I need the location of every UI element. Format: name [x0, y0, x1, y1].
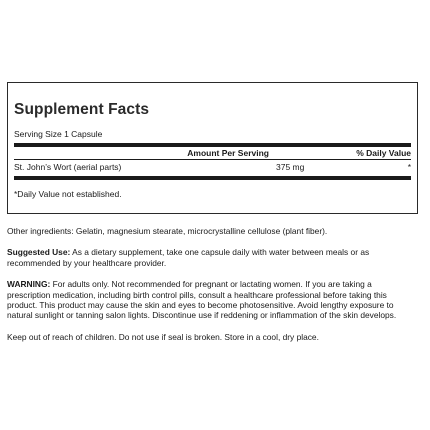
facts-title: Supplement Facts: [14, 101, 150, 118]
serving-size: Serving Size 1 Capsule: [14, 129, 103, 139]
daily-value-footnote: *Daily Value not established.: [14, 189, 122, 199]
other-ingredients: Other ingredients: Gelatin, magnesium stearate, microcrystalline cellulose (plant fiber).: [7, 226, 328, 236]
amount-per-serving-header: Amount Per Serving: [187, 148, 269, 158]
suggested-use-label: Suggested Use:: [7, 247, 71, 258]
supplement-facts-panel: [7, 82, 418, 214]
suggested-use: [7, 247, 417, 268]
ingredient-row: [14, 160, 411, 176]
suggested-use-text: As a dietary supplement, take one capsule daily with water between meals or as recommended by your healthcare provider.: [7, 247, 370, 268]
thick-divider-bottom: [14, 176, 411, 180]
storage-instructions: Keep out of reach of children. Do not use if seal is broken. Store in a cool, dry place.: [7, 331, 319, 342]
warning: [7, 279, 417, 321]
ingredient-name: St. John’s Wort (aerial parts): [14, 162, 122, 172]
ingredient-amount: 375 mg: [276, 162, 305, 172]
ingredient-daily-value: *: [407, 162, 411, 172]
facts-header-row: [14, 147, 411, 160]
daily-value-header: % Daily Value: [356, 148, 411, 158]
warning-text: For adults only. Not recommended for pregnant or lactating women. If you are taking a prescription medication, including birth control pills, consult a healthcare professional before taking this product. This product may cause the skin and eyes to become photosensitive. Avoid lengthy exposure to natural sunlight or tanning salon lights. Discontinue use if reddening or inflammation of the skin develops.: [7, 279, 397, 321]
warning-label: WARNING:: [7, 279, 51, 290]
